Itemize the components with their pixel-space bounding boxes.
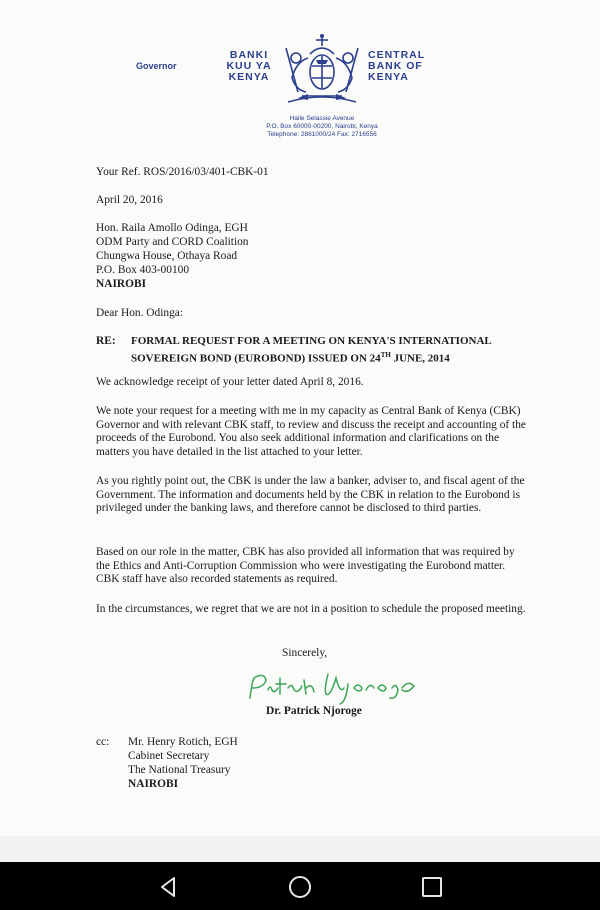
cc-line: Mr. Henry Rotich, EGH <box>128 736 238 748</box>
letter-date: April 20, 2016 <box>96 194 163 206</box>
salutation: Dear Hon. Odinga: <box>96 307 183 319</box>
re-label: RE: <box>96 335 116 347</box>
swahili-bank-name <box>222 50 276 83</box>
cc-label: cc: <box>96 736 110 748</box>
body-paragraph: In the circumstances, we regret that we are not in a position to schedule the proposed meeting. <box>96 603 526 615</box>
governor-label: Governor <box>136 61 177 71</box>
letterhead-address <box>252 115 392 139</box>
recipient-city: NAIROBI <box>96 278 147 290</box>
subject-text: JUNE, 2014 <box>390 352 450 365</box>
swahili-name-line: KUU YA <box>226 60 272 72</box>
address-line: Telephone: 2861000/24 Fax: 2716556 <box>267 131 377 138</box>
signatory-name: Dr. Patrick Njoroge <box>266 705 362 717</box>
recipient-line: Chungwa House, Othaya Road <box>96 250 238 262</box>
cc-line: Cabinet Secretary <box>128 750 210 762</box>
body-paragraph: We acknowledge receipt of your letter dated April 8, 2016. <box>96 376 364 388</box>
english-name-line: CENTRAL <box>368 49 426 61</box>
recipient-line: P.O. Box 403-00100 <box>96 264 190 276</box>
address-line: P.O. Box 60000-00200, Nairobi, Kenya <box>266 123 378 130</box>
body-paragraph: Based on our role in the matter, CBK has also provided all information that was required by the Ethics and Anti-Corruption Commission who were investigating the Eurobond matter. CBK staff have also recorded statements as required. <box>96 546 515 586</box>
reference-line: Your Ref. ROS/2016/03/401-CBK-01 <box>96 166 269 178</box>
recents-icon <box>417 872 447 902</box>
swahili-name-line: KENYA <box>228 71 270 83</box>
subject-line: FORMAL REQUEST FOR A MEETING ON KENYA'S INTERNATIONAL <box>131 335 492 347</box>
back-button[interactable] <box>154 872 184 902</box>
swahili-name-line: BANKI <box>229 49 269 61</box>
home-button[interactable] <box>285 872 315 902</box>
subject-line-2 <box>131 348 450 366</box>
english-bank-name <box>368 50 425 83</box>
english-name-line: KENYA <box>368 71 409 83</box>
address-line: Haile Selassie Avenue <box>289 115 355 122</box>
back-icon <box>154 872 184 902</box>
closing: Sincerely, <box>282 647 328 659</box>
coat-of-arms-logo <box>278 32 366 112</box>
recipient-line: Hon. Raila Amollo Odinga, EGH <box>96 222 248 234</box>
system-navigation-bar <box>0 862 600 910</box>
cc-city: NAIROBI <box>128 778 179 790</box>
subject-text: SOVEREIGN BOND (EUROBOND) ISSUED ON 24 <box>131 352 381 365</box>
body-paragraph: As you rightly point out, the CBK is under the law a banker, adviser to, and fiscal agent of the Government. The information and documents held by the CBK in relation to the Eurobond is privileged under the banking laws, and therefore cannot be disclosed to third parties. <box>96 475 525 515</box>
handwritten-signature <box>244 668 424 708</box>
recipient-line: ODM Party and CORD Coalition <box>96 236 249 248</box>
recents-button[interactable] <box>417 872 447 902</box>
cc-line: The National Treasury <box>128 764 231 776</box>
home-icon <box>285 872 315 902</box>
subject-superscript: TH <box>380 351 391 359</box>
body-paragraph: We note your request for a meeting with me in my capacity as Central Bank of Kenya (CBK) Governor and with relevant CBK staff, to review and discuss the receipt and accounting of the proceeds of the Eurobond. You also seek additional information and clarifications on the matters you have detailed in the list attached to your letter. <box>96 405 526 458</box>
english-name-line: BANK OF <box>368 60 423 72</box>
